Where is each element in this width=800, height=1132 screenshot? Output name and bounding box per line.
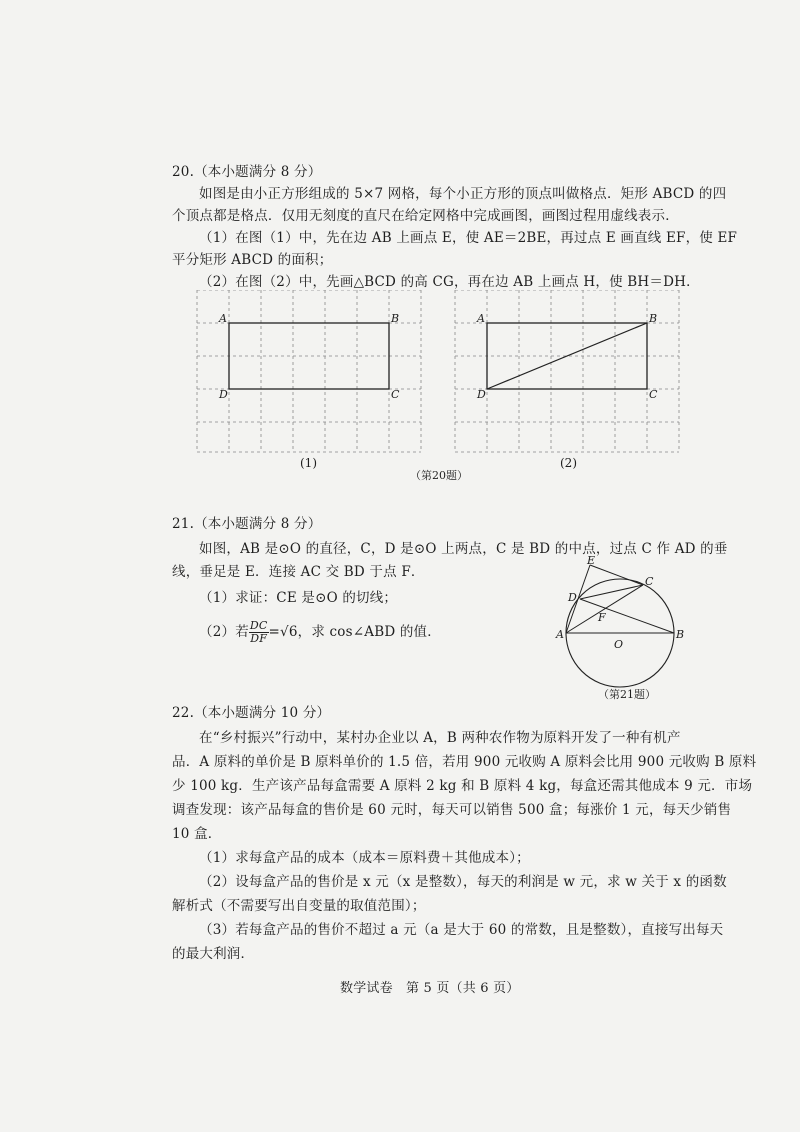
label-b: B bbox=[649, 312, 658, 325]
label-d: D bbox=[477, 388, 486, 401]
q20-figure-2-label: (2) bbox=[560, 456, 577, 470]
q20-intro-line1: 如图是由小正方形组成的 5×7 网格，每个小正方形的顶点叫做格点．矩形 ABCD 的四 bbox=[199, 186, 727, 202]
q21-part1: （1）求证：CE 是⊙O 的切线； bbox=[199, 590, 398, 606]
q22-line5: 10 盒． bbox=[172, 826, 222, 842]
fraction-denominator: DF bbox=[250, 632, 268, 645]
label-c: C bbox=[391, 388, 400, 401]
q20-figure-1 bbox=[190, 290, 430, 464]
q22-line4: 调查发现：该产品每盒的售价是 60 元时，每天可以销售 500 盒；每涨价 1 元，每天少销售 bbox=[172, 802, 732, 818]
label-a: A bbox=[219, 312, 227, 325]
q20-figure-2 bbox=[448, 290, 688, 464]
label-d: D bbox=[219, 388, 228, 401]
q20-title: 20.（本小题满分 8 分） bbox=[172, 164, 322, 180]
grid-lines bbox=[197, 290, 421, 452]
q22-part2-line1: （2）设每盒产品的售价是 x 元（x 是整数），每天的利润是 w 元，求 w 关于 x 的函数 bbox=[199, 874, 727, 890]
label-b: B bbox=[676, 628, 685, 641]
q22-part3-line1: （3）若每盒产品的售价不超过 a 元（a 是大于 60 的常数，且是整数），直接写出每天 bbox=[199, 922, 724, 938]
q21-part2-prefix: （2）若 bbox=[199, 624, 249, 640]
chord-dc bbox=[580, 585, 643, 599]
q21-circle-figure bbox=[550, 555, 695, 699]
q22-line1: 在“乡村振兴”行动中，某村办企业以 A，B 两种农作物为原料开发了一种有机产 bbox=[199, 730, 681, 746]
q22-part3-line2: 的最大利润． bbox=[172, 946, 255, 962]
label-d: D bbox=[568, 591, 577, 604]
chord-ac bbox=[566, 585, 643, 633]
q22-part1: （1）求每盒产品的成本（成本＝原料费＋其他成本）； bbox=[199, 850, 530, 866]
q22-title: 22.（本小题满分 10 分） bbox=[172, 705, 331, 721]
q21-intro-line1: 如图，AB 是⊙O 的直径，C，D 是⊙O 上两点，C 是 BD 的中点，过点 C 作 AD 的垂 bbox=[199, 541, 728, 557]
fraction-numerator: DC bbox=[249, 619, 268, 632]
q22-part2-line2: 解析式（不需要写出自变量的取值范围）； bbox=[172, 898, 426, 914]
label-a: A bbox=[556, 628, 564, 641]
q21-caption: （第21题） bbox=[598, 688, 656, 701]
label-c: C bbox=[649, 388, 658, 401]
page-footer: 数学试卷 第 5 页（共 6 页） bbox=[340, 981, 520, 996]
q21-intro-line2: 线，垂足是 E．连接 AC 交 BD 于点 F． bbox=[172, 564, 425, 580]
label-o: O bbox=[614, 638, 624, 651]
label-c: C bbox=[645, 575, 654, 588]
label-f: F bbox=[598, 611, 606, 624]
q20-part1-line2: 平分矩形 ABCD 的面积； bbox=[172, 252, 333, 268]
grid-lines bbox=[455, 290, 679, 452]
line-ec bbox=[590, 565, 643, 585]
label-a: A bbox=[477, 312, 485, 325]
q20-part2: （2）在图（2）中，先画△BCD 的高 CG，再在边 AB 上画点 H，使 BH＝DH． bbox=[199, 274, 700, 290]
q22-line3: 少 100 kg．生产该产品每盒需要 A 原料 2 kg 和 B 原料 4 kg，每盒还需其他成本 9 元．市场 bbox=[172, 778, 753, 794]
q20-caption: （第20题） bbox=[410, 469, 468, 482]
q21-part2-suffix: =√6，求 cos∠ABD 的值． bbox=[268, 624, 441, 640]
q20-part1-line1: （1）在图（1）中，先在边 AB 上画点 E，使 AE＝2BE，再过点 E 画直线 EF，使 EF bbox=[199, 230, 738, 246]
q22-line2: 品．A 原料的单价是 B 原料单价的 1.5 倍，若用 900 元收购 A 原料会比用 900 元收购 B 原料 bbox=[172, 754, 757, 770]
label-b: B bbox=[391, 312, 400, 325]
q21-title: 21.（本小题满分 8 分） bbox=[172, 516, 322, 532]
q20-intro-line2: 个顶点都是格点．仅用无刻度的直尺在给定网格中完成画图，画图过程用虚线表示． bbox=[172, 208, 679, 224]
label-e: E bbox=[587, 555, 596, 567]
q20-figure-1-label: (1) bbox=[300, 456, 317, 470]
q21-part2 bbox=[199, 620, 441, 645]
ratio-fraction bbox=[249, 620, 269, 645]
